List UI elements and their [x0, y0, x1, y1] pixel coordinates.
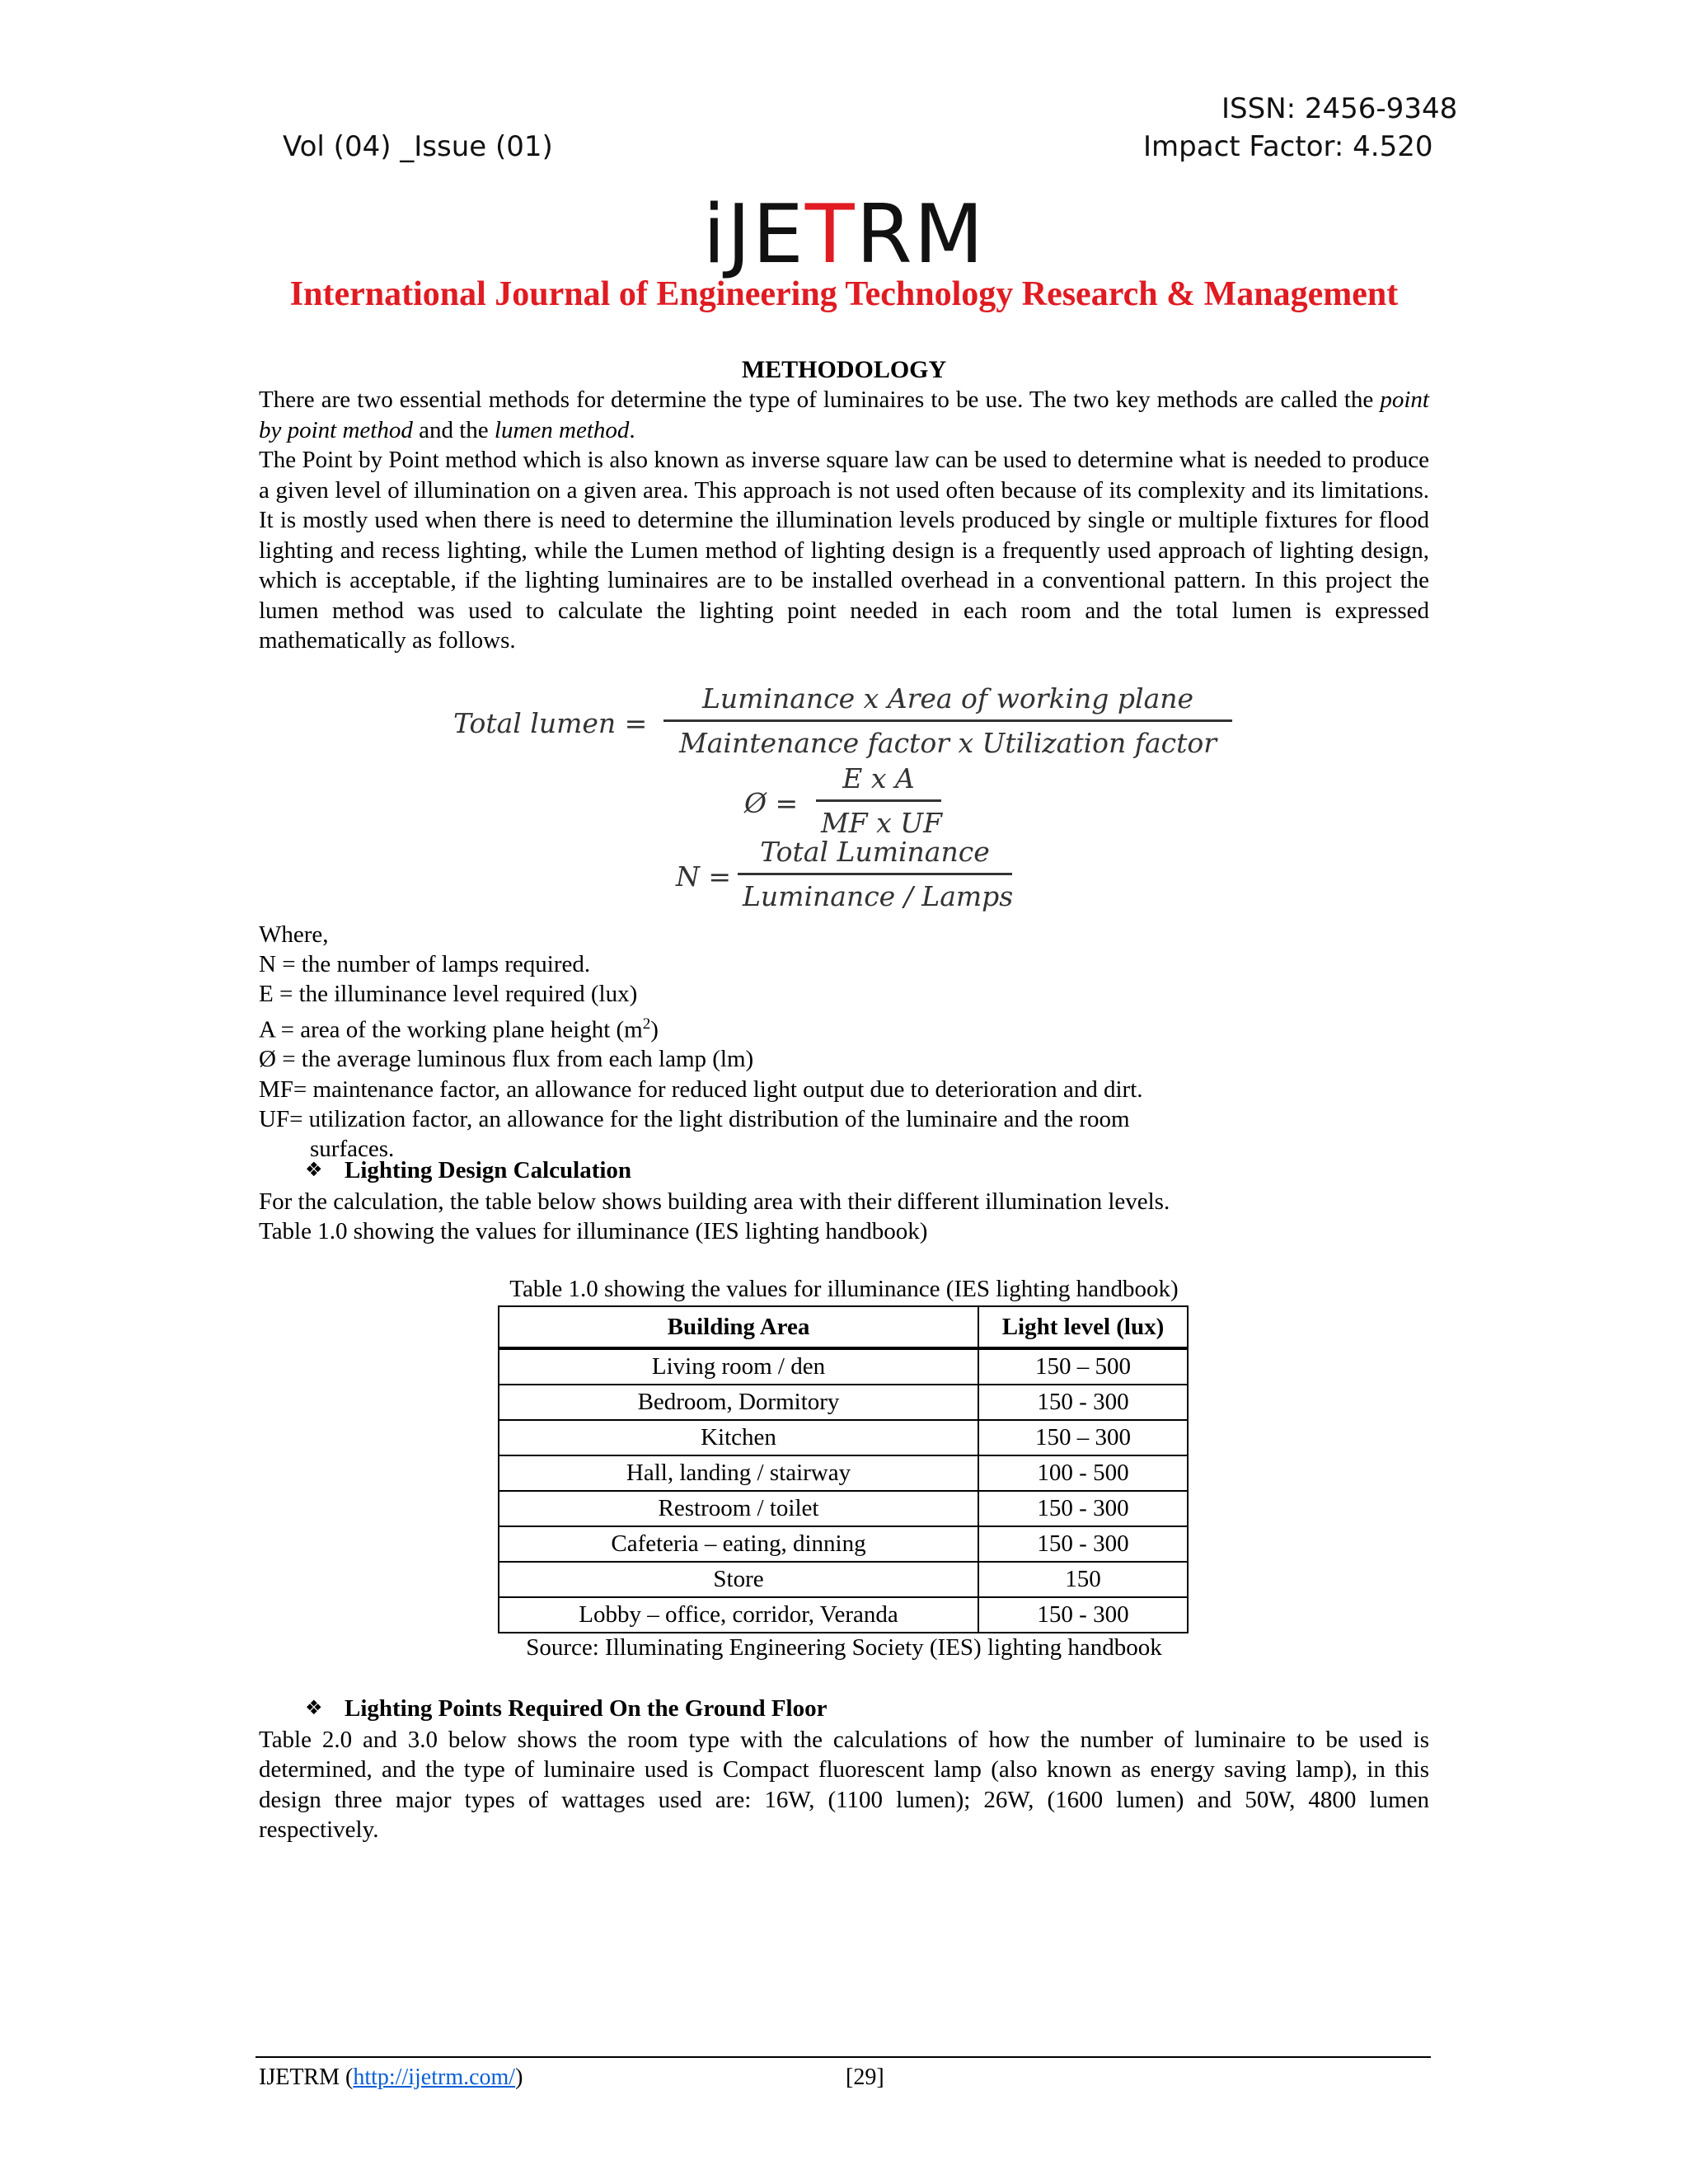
footer-divider	[256, 2056, 1431, 2058]
formula-lamps-denominator: Luminance / Lamps	[738, 873, 1012, 912]
formula-lamps-fraction	[738, 836, 1012, 912]
ground-floor-heading	[307, 1695, 827, 1722]
definition-a-text: A = area of the working plane height (m	[259, 1016, 643, 1043]
table-row	[499, 1420, 1188, 1455]
intro-text-b: and the	[412, 416, 495, 443]
method-paragraph: The Point by Point method which is also known as inverse square law can be used to determine what is needed to produce a given level of illumination on a given area. This approach is not used often because of its complexity and its limitations. It is mostly used when there is need to determine the illumination levels produced by single or multiple fixtures for flood lighting and recess lighting, while the Lumen method of lighting design is a frequently used approach of lighting design, which is acceptable, if the lighting luminaires are to be installed overhead in a conventional pattern. In this project the lumen method was used to calculate the lighting point needed in each room and the total lumen is expressed mathematically as follows.	[259, 447, 1429, 654]
cell-building-area: Bedroom, Dormitory	[499, 1385, 978, 1420]
formula-total-lumen-fraction	[663, 682, 1232, 759]
formula-total-lumen-lhs: Total lumen =	[453, 707, 648, 739]
formula-total-lumen-numerator: Luminance x Area of working plane	[701, 682, 1194, 715]
footer-journal-close: )	[515, 2064, 523, 2090]
footer-journal	[259, 2064, 523, 2091]
diamond-bullet-icon	[307, 1163, 323, 1179]
issn-label: ISSN: 2456-9348	[1221, 92, 1458, 125]
cell-building-area: Kitchen	[499, 1420, 978, 1455]
lighting-design-heading-text: Lighting Design Calculation	[345, 1157, 632, 1183]
table-source: Source: Illuminating Engineering Society (IES) lighting handbook	[526, 1634, 1162, 1661]
table-row	[499, 1526, 1188, 1562]
logo-text-start: iJE	[702, 188, 805, 282]
definition-uf: UF= utilization factor, an allowance for the light distribution of the luminaire and the room	[259, 1105, 1130, 1132]
intro-emphasis-lumen-method: lumen method	[494, 416, 630, 443]
definition-a-close: )	[650, 1016, 659, 1043]
table-row	[499, 1385, 1188, 1420]
formula-total-lumen-denominator: Maintenance factor x Utilization factor	[663, 719, 1232, 759]
lighting-design-line-1: For the calculation, the table below shows building area with their different illumination levels.	[259, 1188, 1170, 1215]
volume-issue-label: Vol (04) _Issue (01)	[283, 130, 553, 163]
formula-flux-numerator: E x A	[842, 762, 915, 794]
formula-flux-lhs: Ø =	[744, 787, 799, 819]
table-header-row	[499, 1306, 1188, 1348]
formula-lamps-lhs: N =	[676, 860, 732, 893]
table-row	[499, 1491, 1188, 1526]
formula-flux-denominator: MF x UF	[816, 799, 941, 839]
cell-light-level: 150 – 300	[978, 1420, 1188, 1455]
footer-journal-name: IJETRM (	[259, 2064, 354, 2090]
cell-light-level: 150 - 300	[978, 1526, 1188, 1562]
logo-text-end: RM	[856, 188, 986, 282]
table-row	[499, 1562, 1188, 1597]
intro-text-c: .	[629, 416, 635, 443]
cell-building-area: Living room / den	[499, 1348, 978, 1385]
definition-e: E = the illuminance level required (lux)	[259, 981, 638, 1008]
definition-uf-continued: surfaces.	[310, 1136, 395, 1163]
cell-building-area: Cafeteria – eating, dinning	[499, 1526, 978, 1562]
intro-emphasis-point-method: point by point method	[259, 387, 1429, 443]
where-label: Where,	[259, 921, 329, 948]
diamond-bullet-icon	[307, 1701, 323, 1718]
table-row	[499, 1455, 1188, 1491]
cell-building-area: Store	[499, 1562, 978, 1597]
logo-text-accent: T	[804, 188, 856, 282]
definition-mf: MF= maintenance factor, an allowance for reduced light output due to deterioration and dirt.	[259, 1076, 1143, 1103]
journal-title: International Journal of Engineering Technology Research & Management	[289, 275, 1399, 313]
column-header-building-area: Building Area	[499, 1306, 978, 1348]
cell-building-area: Restroom / toilet	[499, 1491, 978, 1526]
cell-building-area: Hall, landing / stairway	[499, 1455, 978, 1491]
cell-light-level: 150 – 500	[978, 1348, 1188, 1385]
journal-website-link[interactable]: http://ijetrm.com/	[353, 2064, 516, 2090]
illuminance-table	[498, 1305, 1189, 1633]
table-caption: Table 1.0 showing the values for illuminance (IES lighting handbook)	[509, 1276, 1179, 1302]
ground-floor-heading-text: Lighting Points Required On the Ground Floor	[345, 1695, 828, 1722]
intro-paragraph	[259, 385, 1429, 445]
impact-factor-label: Impact Factor: 4.520	[1143, 130, 1433, 163]
definition-a-superscript: 2	[642, 1015, 651, 1033]
definition-a	[259, 1010, 1143, 1045]
lighting-design-heading	[307, 1157, 631, 1184]
cell-light-level: 100 - 500	[978, 1455, 1188, 1491]
cell-light-level: 150 - 300	[978, 1385, 1188, 1420]
table-row	[499, 1597, 1188, 1633]
lighting-design-line-2: Table 1.0 showing the values for illuminance (IES lighting handbook)	[259, 1218, 928, 1244]
cell-light-level: 150 - 300	[978, 1597, 1188, 1633]
variable-definitions	[259, 920, 1143, 1164]
formula-lamps-numerator: Total Luminance	[760, 836, 990, 868]
ground-floor-paragraph: Table 2.0 and 3.0 below shows the room type with the calculations of how the number of luminaire to be used is determined, and the type of luminaire used is Compact fluorescent lamp (also known as energy saving lamp), in this design three major types of wattages used are: 16W, (1100 lumen); 26W, (1600 lumen) and 50W, 4800 lumen respectively.	[259, 1727, 1429, 1843]
column-header-light-level: Light level (lux)	[978, 1306, 1188, 1348]
lighting-design-text	[259, 1187, 1429, 1246]
table-row	[499, 1348, 1188, 1385]
cell-building-area: Lobby – office, corridor, Veranda	[499, 1597, 978, 1633]
intro-text-a: There are two essential methods for determine the type of luminaires to be use. The two key methods are called the	[259, 387, 1381, 413]
formula-flux-fraction	[816, 762, 941, 839]
cell-light-level: 150 - 300	[978, 1491, 1188, 1526]
page-number: [29]	[846, 2064, 884, 2090]
cell-light-level: 150	[978, 1562, 1188, 1597]
definition-phi: Ø = the average luminous flux from each lamp (lm)	[259, 1046, 754, 1073]
journal-logo	[0, 188, 1688, 282]
definition-n: N = the number of lamps required.	[259, 951, 591, 978]
section-heading: METHODOLOGY	[741, 356, 947, 383]
